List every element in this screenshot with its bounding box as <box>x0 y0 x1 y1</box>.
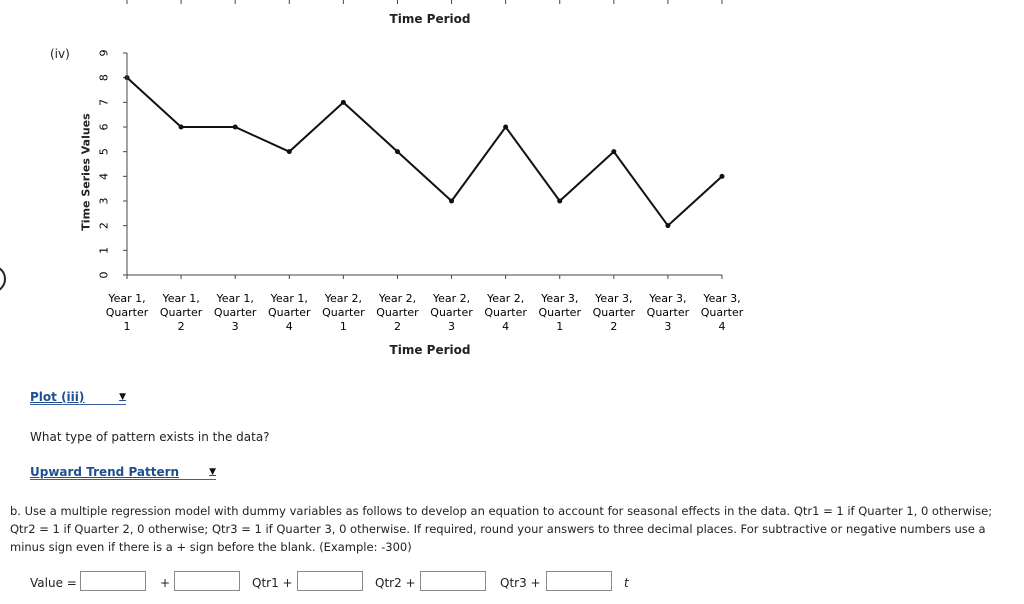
pattern-select-value: Upward Trend Pattern <box>30 465 180 479</box>
x-tick-label-line: Quarter <box>646 306 690 319</box>
part-b-instructions: b. Use a multiple regression model with dummy variables as follows to develop an equation to account for seasonal effects in the data. Qtr1 = 1 if Quarter 1, 0 otherwise; Qtr2 = 1 if Quarter 2, 0 otherwise; Qtr3 = 1 if Quarter 3, 0 otherwise. If required, round your answers to three decimal places. For subtractive or negative numbers use a minus sign even if there is a + sign before the blank. (Example: -300) <box>10 504 993 554</box>
plot-label: (iv) <box>50 47 70 61</box>
x-tick-label <box>376 292 419 333</box>
x-tick-label-line: 4 <box>502 320 510 333</box>
plot-select-value: Plot (iii) <box>30 390 85 404</box>
x-tick-label <box>701 292 744 333</box>
x-tick-label-line: 4 <box>718 320 726 333</box>
y-tick-label: 5 <box>97 148 111 156</box>
x-tick-label-line: Year 2, <box>432 292 471 305</box>
x-tick-label-line: Year 3, <box>703 292 741 305</box>
x-tick-label-line: 1 <box>556 320 564 333</box>
chevron-down-icon: ▼ <box>209 467 216 477</box>
x-tick-label-line: Quarter <box>700 306 744 319</box>
t-label: t <box>624 576 629 590</box>
data-point <box>449 199 454 204</box>
y-ticks <box>98 50 128 279</box>
x-tick-label-line: Quarter <box>592 306 636 319</box>
x-tick-label <box>484 292 527 333</box>
x-tick-label-line: Year 2, <box>324 292 363 305</box>
t-coefficient-input[interactable] <box>546 571 612 591</box>
pattern-question: What type of pattern exists in the data? <box>30 430 270 444</box>
x-tick-label-line: 3 <box>448 320 456 333</box>
x-tick-label-line: 2 <box>177 320 185 333</box>
intercept-input[interactable] <box>80 571 146 591</box>
qtr2-label: Qtr2 + <box>375 576 416 590</box>
data-point <box>233 125 238 130</box>
value-equals-label: Value = <box>30 576 77 590</box>
x-tick-label-line: Year 3, <box>595 292 633 305</box>
x-tick-label-line: Quarter <box>322 306 365 319</box>
data-point <box>557 199 562 204</box>
x-tick-label <box>430 292 473 333</box>
x-tick-label-line: Year 3, <box>649 292 687 305</box>
y-axis-label: Time Series Values <box>79 113 93 231</box>
x-tick-label-line: 2 <box>393 320 401 333</box>
y-tick-label: 0 <box>97 271 111 279</box>
x-tick-label-line: Year 1, <box>162 292 200 305</box>
x-tick-label-line: Year 3, <box>541 292 579 305</box>
y-tick-label: 1 <box>97 246 111 254</box>
y-tick-label: 4 <box>97 172 111 180</box>
data-point <box>665 223 670 228</box>
x-tick-label <box>268 292 311 333</box>
x-tick-label-line: Quarter <box>105 306 149 319</box>
x-tick-label-line: 3 <box>664 320 672 333</box>
x-tick-label-line: 3 <box>231 320 239 333</box>
x-tick-label-line: 1 <box>123 320 131 333</box>
data-point <box>179 125 184 130</box>
x-tick-label-line: Year 1, <box>216 292 254 305</box>
qtr3-coefficient-input[interactable] <box>420 571 486 591</box>
qtr1-label: Qtr1 + <box>252 576 293 590</box>
data-point <box>503 125 508 130</box>
x-tick-label-line: Year 1, <box>270 292 308 305</box>
x-tick-label <box>160 292 203 333</box>
x-tick-label-line: 2 <box>610 320 618 333</box>
x-tick-label <box>538 292 581 333</box>
y-tick-label: 3 <box>97 197 111 205</box>
x-tick-label-line: 4 <box>285 320 293 333</box>
data-point <box>341 100 346 105</box>
x-tick-label-line: Quarter <box>430 306 473 319</box>
x-tick-label-line: Quarter <box>213 306 257 319</box>
x-tick-label-line: Quarter <box>484 306 527 319</box>
series <box>125 75 725 228</box>
series-line <box>127 78 722 226</box>
x-tick-label <box>647 292 690 333</box>
y-tick-label: 2 <box>97 222 111 230</box>
qtr2-coefficient-input[interactable] <box>297 571 363 591</box>
x-tick-label-line: Quarter <box>268 306 311 319</box>
x-tick-label-line: Quarter <box>376 306 419 319</box>
data-point <box>720 174 725 179</box>
x-tick-label-line: Quarter <box>538 306 581 319</box>
chevron-down-icon: ▼ <box>119 392 126 402</box>
x-ticks <box>106 275 744 333</box>
qtr3-label: Qtr3 + <box>500 576 541 590</box>
qtr1-coefficient-input[interactable] <box>174 571 240 591</box>
plus-label: + <box>160 576 171 590</box>
x-tick-label <box>214 292 257 333</box>
data-point <box>287 149 292 154</box>
y-tick-label: 6 <box>97 123 111 131</box>
top-ticks <box>127 0 722 4</box>
x-tick-label-line: Year 1, <box>108 292 146 305</box>
x-tick-label-line: Quarter <box>159 306 203 319</box>
x-tick-label <box>322 292 365 333</box>
x-axis-title: Time Period <box>389 343 471 357</box>
pattern-select-dropdown[interactable] <box>30 465 216 480</box>
plot-select-dropdown[interactable] <box>30 390 126 405</box>
y-tick-label: 9 <box>97 49 111 57</box>
x-tick-label <box>593 292 636 333</box>
top-axis-title: Time Period <box>389 12 471 26</box>
data-point <box>395 149 400 154</box>
y-tick-label: 8 <box>97 74 111 82</box>
data-point <box>611 149 616 154</box>
x-tick-label <box>106 292 149 333</box>
y-tick-label: 7 <box>97 98 111 106</box>
x-tick-label-line: Year 2, <box>378 292 417 305</box>
x-tick-label-line: 1 <box>339 320 347 333</box>
x-tick-label-line: Year 2, <box>486 292 525 305</box>
